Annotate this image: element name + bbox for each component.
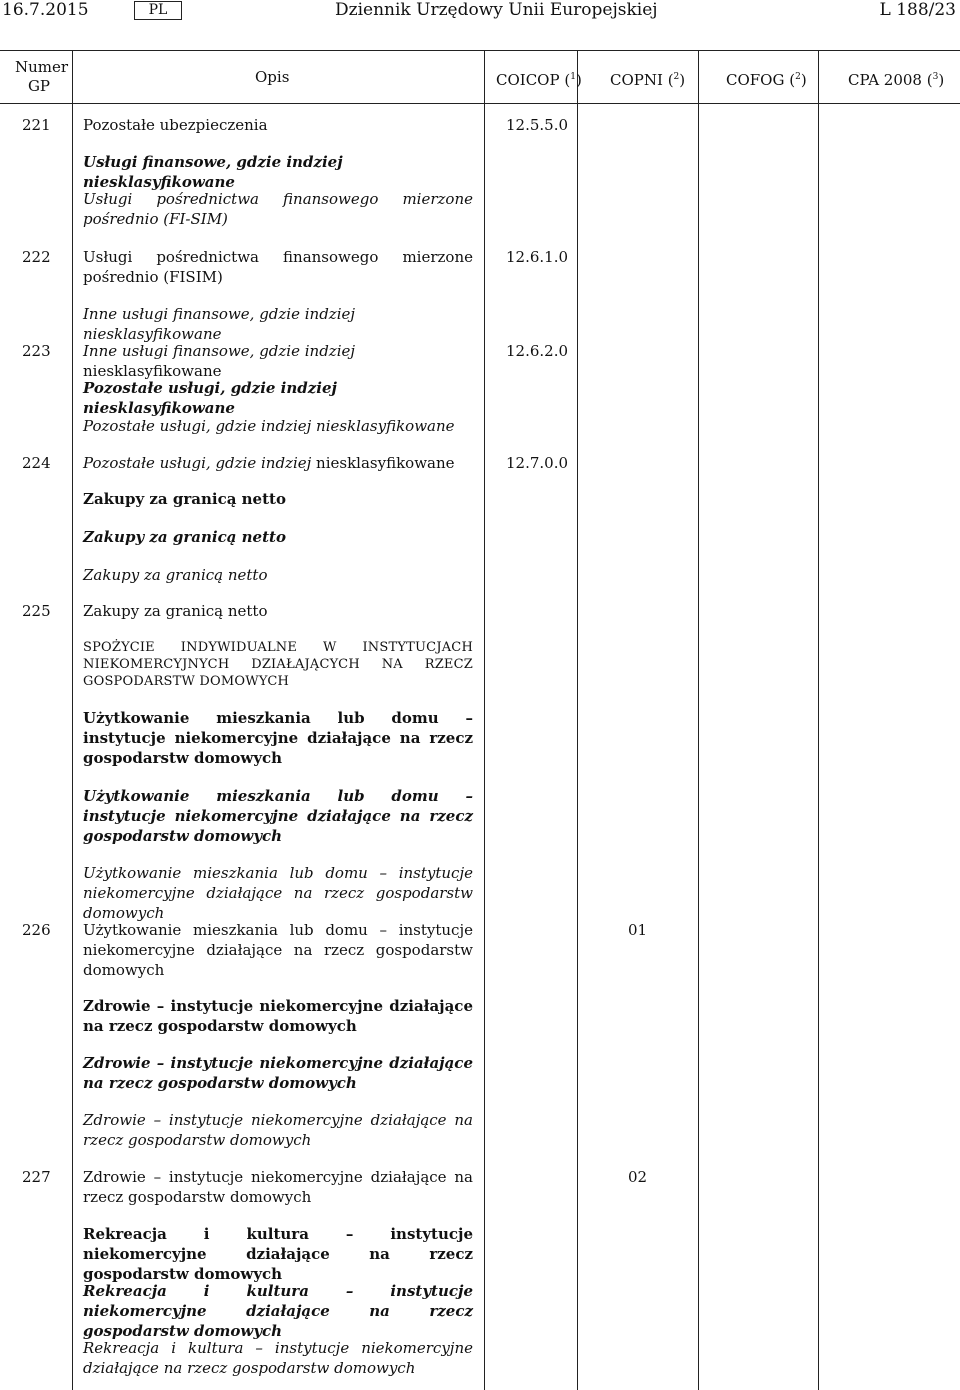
publication-date: 16.7.2015: [2, 0, 89, 20]
row-description: Zakupy za granicą netto: [83, 528, 286, 546]
row-description: Rekreacja i kultura – instytucje niekomercyjne działające na rzecz gospodarstw domowych: [83, 1225, 473, 1283]
column-header-cpa: CPA 2008 ($^3$): [848, 71, 945, 89]
copni-footnote: 2: [673, 72, 680, 82]
page-header: [0, 0, 960, 24]
row-number: 222: [22, 248, 51, 266]
description-regular-part: niesklasyfikowane: [311, 454, 455, 472]
row-description: Zakupy za granicą netto: [83, 490, 286, 508]
cpa-footnote: 3: [932, 72, 939, 82]
row-description: Inne usługi finansowe, gdzie indziej niesklasyfikowane: [83, 305, 356, 343]
row-description: Użytkowanie mieszkania lub domu – instytucje niekomercyjne działające na rzecz gospodarstw domowych: [83, 787, 473, 845]
cofog-label: COFOG: [726, 71, 785, 89]
column-header-opis: [255, 68, 289, 86]
page-number: L 188/23: [879, 0, 956, 20]
row-description: Zakupy za granicą netto: [83, 566, 268, 584]
description-regular-part: niesklasyfikowane: [83, 362, 222, 380]
description-italic-part: Inne usługi finansowe, gdzie indziej: [83, 342, 356, 360]
row-number: 221: [22, 116, 51, 134]
row-cofog: 01: [628, 921, 648, 939]
row-description: Zdrowie – instytucje niekomercyjne działające na rzecz gospodarstw domowych: [83, 1111, 473, 1149]
row-number: 226: [22, 921, 51, 939]
column-divider: [698, 50, 699, 1390]
row-description: Usługi pośrednictwa finansowego mierzone pośrednio (FI-SIM): [83, 190, 473, 228]
opis-label: Opis: [255, 68, 290, 86]
column-divider: [484, 50, 485, 1390]
row-description: Zdrowie – instytucje niekomercyjne działające na rzecz gospodarstw domowych: [83, 1054, 473, 1092]
row-description: [83, 341, 493, 381]
column-header-coicop: COICOP ($^1$): [496, 71, 582, 89]
row-description: Użytkowanie mieszkania lub domu – instytucje niekomercyjne działające na rzecz gospodarstw domowych: [83, 921, 473, 979]
row-description: [83, 453, 493, 473]
row-description: Pozostałe usługi, gdzie indziej niesklasyfikowane: [83, 379, 337, 417]
row-description: Zdrowie – instytucje niekomercyjne działające na rzecz gospodarstw domowych: [83, 997, 473, 1035]
coicop-label: COICOP: [496, 71, 560, 89]
column-header-cofog: COFOG ($^2$): [726, 71, 807, 89]
row-description: SPOŻYCIE INDYWIDUALNE W INSTYTUCJACH NIEKOMERCYJNYCH DZIAŁAJĄCYCH NA RZECZ GOSPODARSTW DOMOWYCH: [83, 640, 473, 689]
row-description: Rekreacja i kultura – instytucje niekomercyjne działające na rzecz gospodarstw domowych: [83, 1282, 473, 1340]
row-number: 227: [22, 1168, 51, 1186]
gp-label: GP: [27, 77, 51, 95]
row-description: Użytkowanie mieszkania lub domu – instytucje niekomercyjne działające na rzecz gospodarstw domowych: [83, 709, 473, 767]
row-coicop: 12.5.5.0: [506, 116, 569, 134]
numer-label: Numer: [15, 58, 69, 76]
cofog-footnote: 2: [795, 72, 801, 82]
cpa-label: CPA 2008: [848, 71, 922, 89]
row-description: Pozostałe usługi, gdzie indziej niesklasyfikowane: [83, 417, 455, 435]
column-divider: [72, 50, 73, 1390]
row-number: 224: [22, 454, 51, 472]
row-cofog: 02: [628, 1168, 648, 1186]
row-description: Użytkowanie mieszkania lub domu – instytucje niekomercyjne działające na rzecz gospodarstw domowych: [83, 864, 473, 922]
row-description: Pozostałe ubezpieczenia: [83, 116, 268, 134]
journal-title: Dziennik Urzędowy Unii Europejskiej: [335, 0, 658, 20]
row-coicop: 12.6.1.0: [506, 248, 569, 266]
row-description: Usługi finansowe, gdzie indziej niesklasyfikowane: [83, 153, 343, 191]
table-header-separator: [0, 103, 960, 104]
table-top-border: [0, 50, 960, 51]
column-header-numer: [15, 58, 69, 96]
coicop-footnote: 1: [570, 72, 576, 82]
row-coicop: 12.7.0.0: [506, 454, 569, 472]
row-description: Usługi pośrednictwa finansowego mierzone pośrednio (FISIM): [83, 248, 473, 286]
description-italic-part: Pozostałe usługi, gdzie indziej: [83, 454, 312, 472]
language-badge: PL: [134, 1, 182, 20]
row-number: 223: [22, 342, 51, 360]
copni-label: COPNI: [610, 71, 663, 89]
row-number: 225: [22, 602, 51, 620]
row-description: Zakupy za granicą netto: [83, 602, 268, 620]
row-coicop: 12.6.2.0: [506, 342, 569, 360]
row-description: Rekreacja i kultura – instytucje niekomercyjne działające na rzecz gospodarstw domowych: [83, 1339, 473, 1377]
column-header-copni: COPNI ($^2$): [610, 71, 686, 89]
column-divider: [818, 50, 819, 1390]
row-description: Zdrowie – instytucje niekomercyjne działające na rzecz gospodarstw domowych: [83, 1168, 473, 1206]
